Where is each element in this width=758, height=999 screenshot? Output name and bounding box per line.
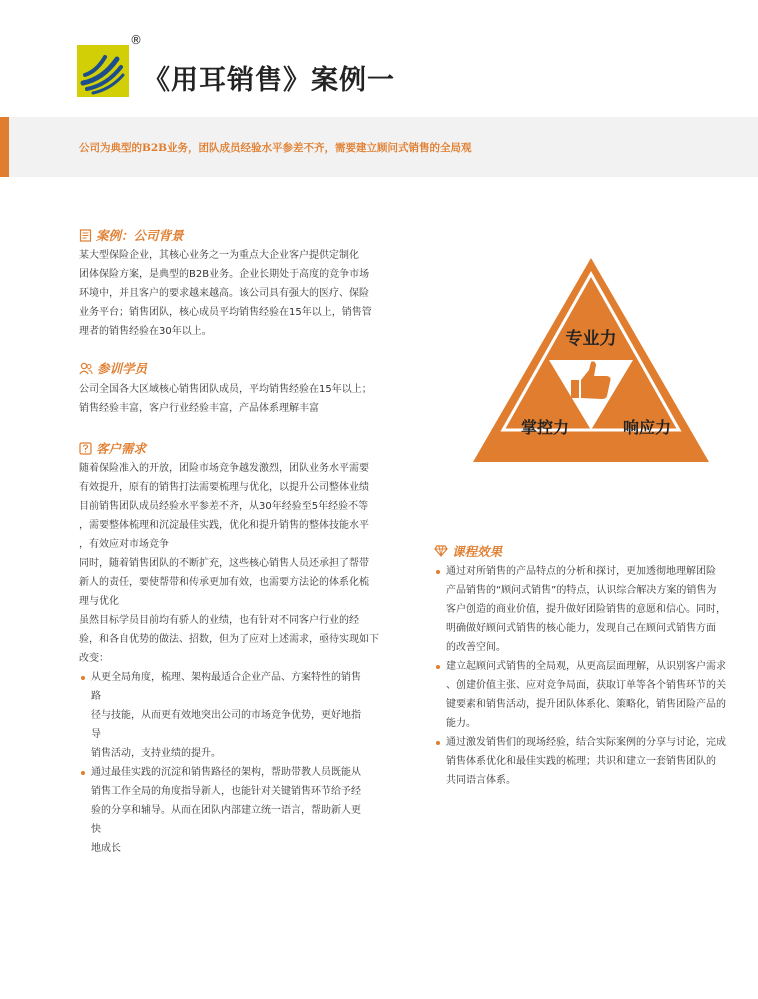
text-line: 地成长 xyxy=(91,843,121,854)
text-line: 虽然目标学员目前均有骄人的业绩，也有针对不同客户行业的经 xyxy=(79,615,359,626)
text-line: 销售体系优化和最佳实践的梳理；共识和建立一套销售团队的 xyxy=(446,756,716,767)
text-line: 通过激发销售们的现场经验，结合实际案例的分享与讨论，完成 xyxy=(446,737,726,748)
page-title: 《用耳销售》案例一 xyxy=(143,65,395,96)
banner-text: 公司为典型的B2B业务，团队成员经验水平参差不齐，需要建立顾问式销售的全局观 xyxy=(79,142,472,154)
section-heading-label: 参训学员 xyxy=(97,361,148,376)
section-heading-label: 案例：公司背景 xyxy=(96,228,184,243)
triangle-left-label: 掌控力 xyxy=(520,418,570,437)
text-line: 环境中，并且客户的要求越来越高。该公司具有强大的医疗、保险 xyxy=(79,288,369,299)
section-heading-label: 课程效果 xyxy=(452,544,503,559)
text-line: 随着保险准入的开放，团险市场竞争越发激烈，团队业务水平需要 xyxy=(79,463,369,474)
text-line: 从更全局角度，梳理、架构最适合企业产品、方案特性的销售路 xyxy=(91,672,361,702)
text-line: 团体保险方案，是典型的B2B业务。企业长期处于高度的竞争市场 xyxy=(79,269,370,280)
text-line: 目前销售团队成员经验水平参差不齐，从30年经验至5年经验不等 xyxy=(79,501,369,512)
text-line: 验，和各自优势的做法、招数，但为了应对上述需求，亟待实现如下 xyxy=(79,634,379,645)
effects-bullet-list xyxy=(434,562,734,790)
registered-mark: ® xyxy=(130,33,142,47)
text-line: ，需要整体梳理和沉淀最佳实践，优化和提升销售的整体技能水平 xyxy=(79,520,369,531)
text-line: 销售活动，支持业绩的提升。 xyxy=(91,748,221,759)
text-line: 业务平台；销售团队，核心成员平均销售经验在15年以上，销售管 xyxy=(79,307,372,318)
background-paragraph xyxy=(79,246,372,341)
text-line: 产品销售的“顾问式销售”的特点，认识综合解决方案的销售为 xyxy=(446,585,717,596)
list-item xyxy=(434,562,734,657)
needs-bullet-list xyxy=(79,668,369,858)
text-line: ，有效应对市场竞争 xyxy=(79,539,169,550)
section-heading-effects xyxy=(434,542,502,560)
text-line: 新人的责任，要使帮带和传承更加有效，也需要方法论的体系化梳 xyxy=(79,577,369,588)
text-line: 某大型保险企业，其核心业务之一为重点大企业客户提供定制化 xyxy=(79,250,359,261)
document-icon xyxy=(79,229,92,242)
text-line: 同时，随着销售团队的不断扩充，这些核心销售人员还承担了帮带 xyxy=(79,558,369,569)
section-heading-participants xyxy=(79,359,147,377)
text-line: 理与优化 xyxy=(79,596,119,607)
list-item xyxy=(434,657,734,733)
text-line: 能力。 xyxy=(446,718,476,729)
text-line: 有效提升，原有的销售打法需要梳理与优化，以提升公司整体业绩 xyxy=(79,482,369,493)
text-line: 理者的销售经验在30年以上。 xyxy=(79,326,212,337)
text-line: 的改善空间。 xyxy=(446,642,506,653)
list-item xyxy=(434,733,734,790)
text-line: 建立起顾问式销售的全局观，从更高层面理解，从识别客户需求 xyxy=(446,661,726,672)
text-line: 客户创造的商业价值，提升做好团险销售的意愿和信心。同时， xyxy=(446,604,726,615)
text-line: 通过最佳实践的沉淀和销售路径的架构，帮助带教人员既能从 xyxy=(91,767,361,778)
banner-accent-bar xyxy=(0,117,9,177)
text-line: 、创建价值主张、应对竞争局面，获取订单等各个销售环节的关 xyxy=(446,680,726,691)
text-line: 键要素和销售活动，提升团队体系化、策略化，销售团险产品的 xyxy=(446,699,726,710)
text-line: 径与技能，从而更有效地突出公司的市场竞争优势，更好地指导 xyxy=(91,710,361,740)
needs-paragraph xyxy=(79,459,379,668)
text-line: 改变： xyxy=(79,653,109,664)
competency-triangle-diagram xyxy=(473,258,709,464)
question-icon xyxy=(79,442,92,455)
text-line: 销售经验丰富，客户行业经验丰富，产品体系理解丰富 xyxy=(79,403,319,414)
triangle-top-label: 专业力 xyxy=(565,329,617,349)
company-logo-icon xyxy=(77,45,129,97)
section-heading-needs xyxy=(79,439,146,457)
people-icon xyxy=(79,362,93,375)
text-line: 通过对所销售的产品特点的分析和探讨，更加透彻地理解团险 xyxy=(446,566,716,577)
triangle-right-label: 响应力 xyxy=(622,418,672,437)
list-item xyxy=(79,668,369,763)
section-heading-background xyxy=(79,226,184,244)
summary-banner xyxy=(0,117,758,177)
text-line: 公司全国各大区域核心销售团队成员，平均销售经验在15年以上； xyxy=(79,384,372,395)
list-item xyxy=(79,763,369,858)
section-heading-label: 客户需求 xyxy=(96,441,147,456)
diamond-icon xyxy=(434,545,448,557)
participants-paragraph xyxy=(79,380,372,418)
text-line: 销售工作全局的角度指导新人，也能针对关键销售环节给予经 xyxy=(91,786,361,797)
text-line: 共同语言体系。 xyxy=(446,775,516,786)
text-line: 验的分享和辅导。从而在团队内部建立统一语言，帮助新人更快 xyxy=(91,805,361,835)
text-line: 明确做好顾问式销售的核心能力，发现自己在顾问式销售方面 xyxy=(446,623,716,634)
